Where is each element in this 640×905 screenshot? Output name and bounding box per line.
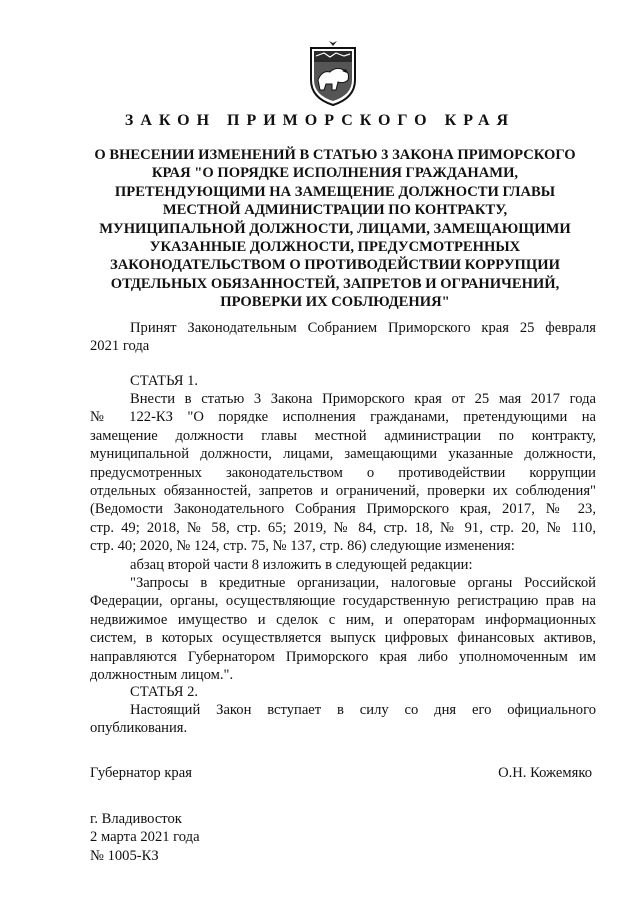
law-heading xyxy=(82,146,588,312)
signing-date: 2 марта 2021 года xyxy=(90,829,200,846)
article-1-line: муниципальной должности, лицами, замещающими указанные должности, xyxy=(90,446,596,463)
heading-line: ЗАКОНОДАТЕЛЬСТВОМ О ПРОТИВОДЕЙСТВИИ КОРРУПЦИИ xyxy=(110,257,560,274)
article-1-line: предусмотренных законодательством о противодействии коррупции xyxy=(90,464,596,481)
article-1-line: стр. 40; 2020, № 124, стр. 75, № 137, стр. 86) следующие изменения: xyxy=(90,538,515,555)
adoption-line: 2021 года xyxy=(90,338,150,355)
heading-line: ПРЕТЕНДУЮЩИМИ НА ЗАМЕЩЕНИЕ ДОЛЖНОСТИ ГЛАВЫ xyxy=(114,183,556,200)
adoption-line: Принят Законодательным Собранием Приморского края 25 февраля xyxy=(130,320,596,336)
heading-line: ПРОВЕРКИ ИХ СОБЛЮДЕНИЯ" xyxy=(220,294,450,311)
article-1-line: отдельных обязанностей, запретов и ограничений, проверки их соблюдения" xyxy=(90,483,596,500)
article-2-line: опубликования. xyxy=(90,720,188,737)
quoted-text-line: "Запросы в кредитные организации, налоговые органы Российской xyxy=(130,575,596,592)
document-footer xyxy=(90,810,200,865)
article-1-line: Внести в статью 3 Закона Приморского края от 25 мая 2017 года xyxy=(130,391,596,407)
heading-line: ОТДЕЛЬНЫХ ОБЯЗАННОСТЕЙ, ЗАПРЕТОВ И ОГРАНИЧЕНИЙ, xyxy=(110,275,560,292)
quoted-text-line: Федерации, органы, осуществляющие государственную регистрацию прав на xyxy=(90,593,596,610)
law-title: ЗАКОН ПРИМОРСКОГО КРАЯ xyxy=(124,112,516,129)
heading-line: МУНИЦИПАЛЬНОЙ ДОЛЖНОСТИ, ЛИЦАМИ, ЗАМЕЩАЮЩИМИ xyxy=(99,220,571,237)
heading-line: КРАЯ "О ПОРЯДКЕ ИСПОЛНЕНИЯ ГРАЖДАНАМИ, xyxy=(151,165,519,182)
adoption-note xyxy=(90,319,596,356)
article-1-line: стр. 49; 2018, № 58, стр. 65; 2019, № 84, стр. 18, № 91, стр. 20, № 110, xyxy=(90,519,596,536)
quoted-text-line: должностным лицом.". xyxy=(90,667,234,684)
law-number: № 1005-КЗ xyxy=(90,847,159,864)
heading-line: УКАЗАННЫЕ ДОЛЖНОСТИ, ПРЕДУСМОТРЕННЫХ xyxy=(149,239,521,256)
quoted-text-line: недвижимое имущество и сделок с ним, и операторам информационных xyxy=(90,611,596,628)
quoted-text-line: систем, в которых осуществляется выпуск цифровых финансовых активов, xyxy=(90,630,596,647)
governor-title: Губернатор края xyxy=(90,765,192,781)
article-2-line: Настоящий Закон вступает в силу со дня его официального xyxy=(130,702,596,718)
heading-line: О ВНЕСЕНИИ ИЗМЕНЕНИЙ В СТАТЬЮ 3 ЗАКОНА ПРИМОРСКОГО xyxy=(94,147,576,163)
article-2-title: СТАТЬЯ 2. xyxy=(130,684,199,700)
article-2-body xyxy=(90,701,596,738)
article-1-line: № 122-КЗ "О порядке исполнения гражданами, претендующими на xyxy=(90,409,596,426)
quoted-text-line: направляются Губернатором Приморского края либо уполномоченным им xyxy=(90,648,596,665)
article-1-line: (Ведомости Законодательного Собрания Приморского края, 2017, № 23, xyxy=(90,501,596,518)
city: г. Владивосток xyxy=(90,811,182,827)
governor-name: О.Н. Кожемяко xyxy=(498,765,592,781)
primorsky-krai-coat-of-arms-icon xyxy=(308,40,358,106)
heading-line: МЕСТНОЙ АДМИНИСТРАЦИИ ПО КОНТРАКТУ, xyxy=(162,202,508,219)
article-1-title: СТАТЬЯ 1. xyxy=(130,373,199,389)
article-1-instruction: абзац второй части 8 изложить в следующей редакции: xyxy=(130,556,473,573)
article-1-body xyxy=(90,390,596,685)
article-1-line: замещение должности главы местной администрации по контракту, xyxy=(90,427,596,444)
